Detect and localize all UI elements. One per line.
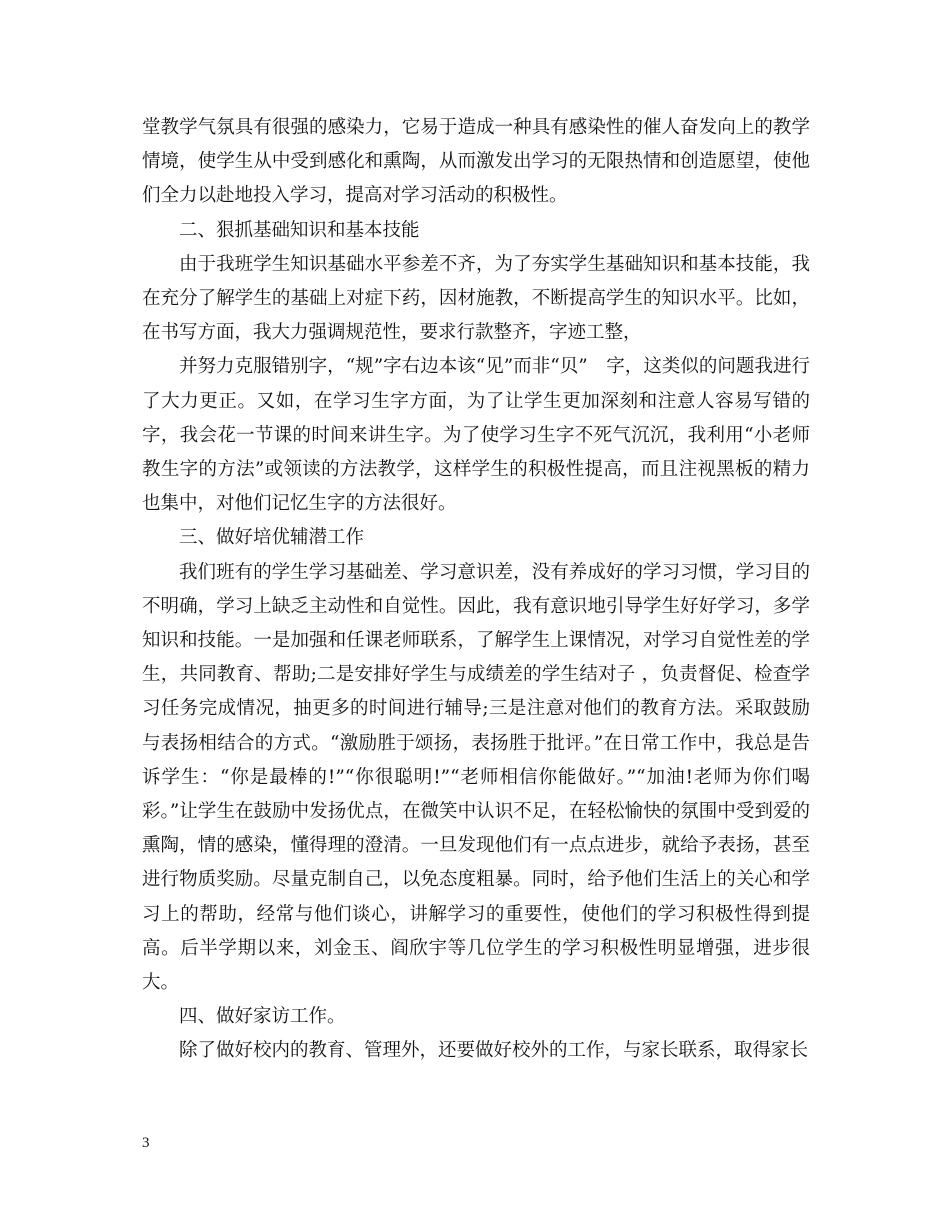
- section-heading-4: 四、做好家访工作。: [179, 1006, 346, 1028]
- page-number: 3: [142, 1135, 150, 1151]
- paragraph: 我们班有的学生学习基础差、学习意识差，没有养成好的学习习惯，学习目的不明确，学习上缺乏主动性和自觉性。因此，我有意识地引导学生好好学习，多学知识和技能。一是加强和任课老师联系，了解学生上课情况，对学习自觉性差的学生，共同教育、帮助;二是安排好学生与成绩差的学生结对子 ，负责督促、检查学习任务完成情况，抽更多的时间进行辅导;三是注意对他们的教育方法。采取鼓励与表扬相结合的方式。“激励胜于颂扬，表扬胜于批评。”在日常工作中，我总是告诉学生：“你是最棒的!”“你很聪明!”“老师相信你能做好。”“加油!老师为你们喝彩。”让学生在鼓励中发扬优点，在微笑中认识不足，在轻松愉快的氛围中受到爱的熏陶，情的感染，懂得理的澄清。一旦发现他们有一点点进步，就给予表扬，甚至进行物质奖励。尽量克制自己，以免态度粗暴。同时，给予他们生活上的关心和学习上的帮助，经常与他们谈心，讲解学习的重要性，使他们的学习积极性得到提高。后半学期以来，刘金玉、阎欣宇等几位学生的学习积极性明显增强，进步很大。: [142, 561, 810, 994]
- paragraph: 由于我班学生知识基础水平参差不齐，为了夯实学生基础知识和基本技能，我在充分了解学生的基础上对症下药，因材施教，不断提高学生的知识水平。比如，在书写方面，我大力强调规范性，要求行款整齐，字迹工整，: [142, 253, 810, 344]
- paragraph-continuation: 堂教学气氛具有很强的感染力，它易于造成一种具有感染性的催人奋发向上的教学情境，使学生从中受到感化和熏陶，从而激发出学习的无限热情和创造愿望，使他们全力以赴地投入学习，提高对学习活动的积极性。: [142, 117, 810, 207]
- paragraph: 并努力克服错别字，“规”字右边本该“见”而非“贝” 字，这类似的问题我进行了大力更正。又如，在学习生字方面，为了让学生更加深刻和注意人容易写错的字，我会花一节课的时间来讲生字。为了使学习生字不死气沉沉，我利用“小老师教生字的方法”或领读的方法教学，这样学生的积极性提高，而且注视黑板的精力也集中，对他们记忆生字的方法很好。: [142, 356, 810, 515]
- section-heading-3: 三、做好培优辅潜工作: [179, 527, 365, 549]
- document-body: [142, 111, 810, 1069]
- section-heading-2: 二、狠抓基础知识和基本技能: [179, 219, 420, 241]
- paragraph: 除了做好校内的教育、管理外，还要做好校外的工作，与家长联系，取得家长: [179, 1040, 809, 1062]
